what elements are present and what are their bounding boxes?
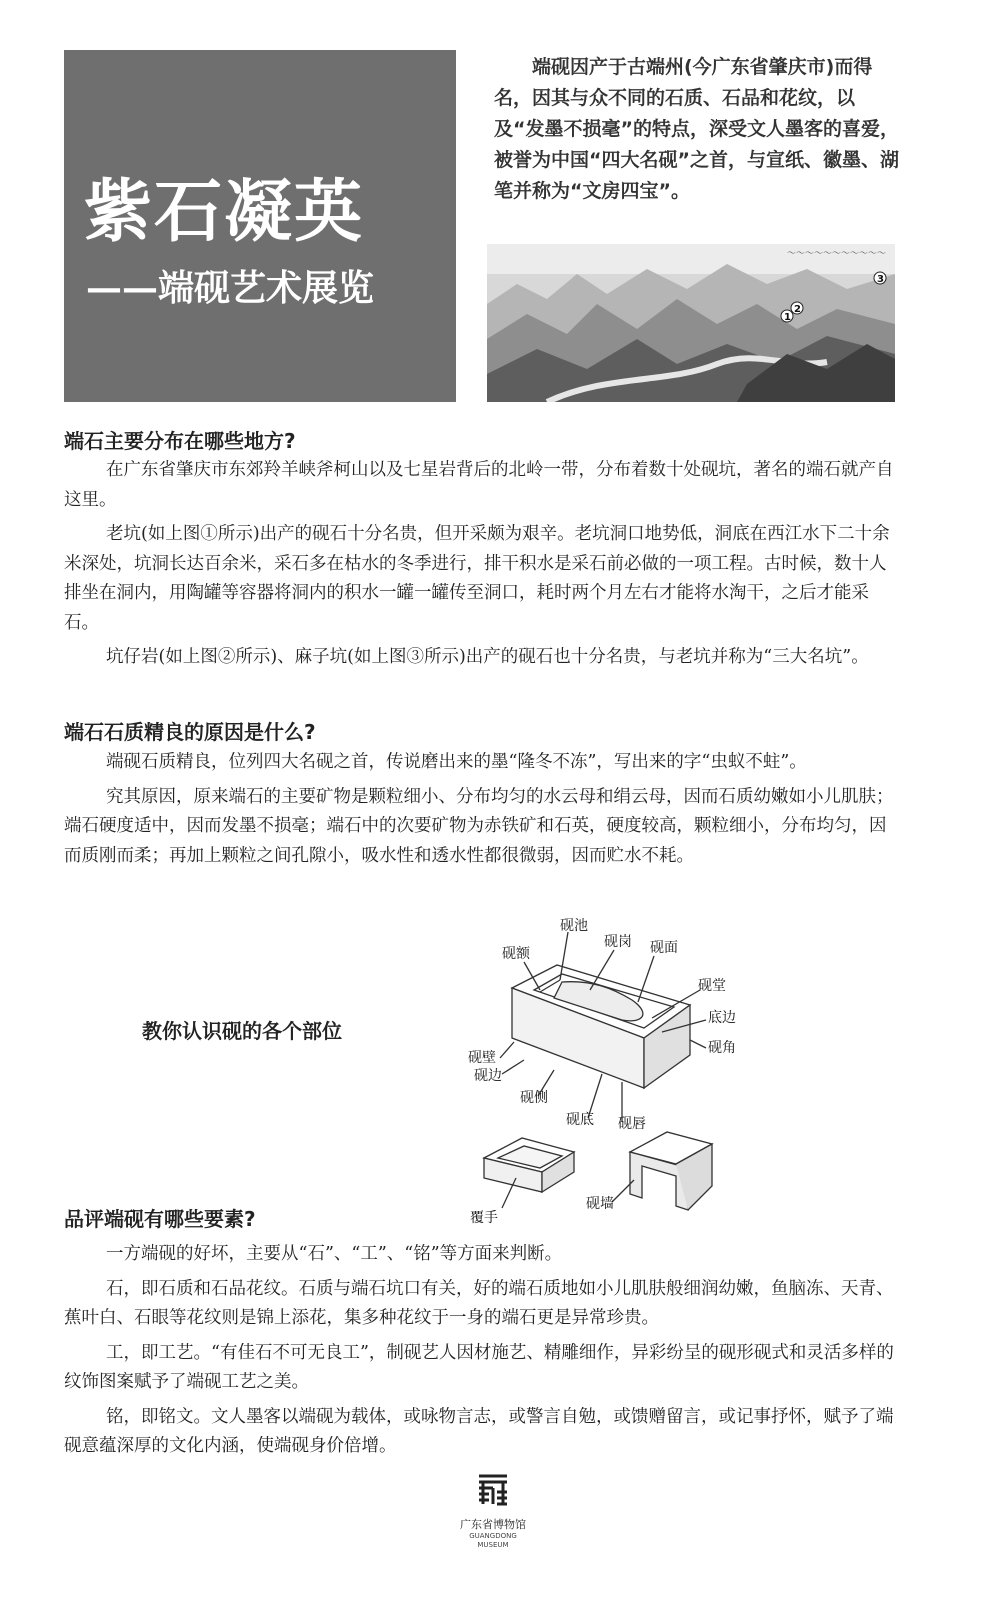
museum-emblem-icon <box>473 1470 513 1510</box>
title-banner <box>64 50 456 402</box>
section2-paragraph-1: 端砚石质精良，位列四大名砚之首，传说磨出来的墨“隆冬不冻”，写出来的字“虫蚁不蛀”。 <box>106 752 807 772</box>
label-yane: 砚额 <box>502 946 530 962</box>
exhibition-title: 紫石凝英 <box>84 172 365 252</box>
label-yance: 砚侧 <box>520 1090 548 1106</box>
section2-body <box>64 748 896 876</box>
intro-paragraph: 端砚因产于古端州(今广东省肇庆市)而得名，因其与众不同的石质、石品和花纹，以及“发墨不损毫”的特点，深受文人墨客的喜爱，被誉为中国“四大名砚”之首，与宣纸、徽墨、湖笔并称为“文房四宝”。 <box>494 56 899 202</box>
intro-text <box>494 52 900 207</box>
section1-paragraph-2: 老坑(如上图①所示)出产的砚石十分名贵，但开采颇为艰辛。老坑洞口地势低，洞底在西江水下二十余米深处，坑洞长达百余米，采石多在枯水的冬季进行，排干积水是采石前必做的一项工程。古时候，数十人排坐在洞内，用陶罐等容器将洞内的积水一罐一罐传至洞口，耗时两个月左右才能将水淘干，之后才能采石。 <box>64 524 890 633</box>
label-yangang: 砚岗 <box>604 934 632 950</box>
section1-body <box>64 456 896 678</box>
svg-text:2: 2 <box>794 304 801 315</box>
svg-text:1: 1 <box>784 312 791 323</box>
section3-body <box>64 1240 896 1467</box>
museum-name: 广东省博物馆 <box>460 1518 526 1531</box>
section2-paragraph-2: 究其原因，原来端石的主要矿物是颗粒细小、分布均匀的水云母和绢云母，因而石质幼嫩如小儿肌肤；端石硬度适中，因而发墨不损毫；端石中的次要矿物为赤铁矿和石英，硬度较高，颗粒细小，分布均匀，因而质刚而柔；再加上颗粒之间孔隙小，吸水性和透水性都很微弱，因而贮水不耗。 <box>64 786 894 866</box>
label-yanjiao: 砚角 <box>708 1040 736 1056</box>
inkstone-parts-diagram <box>462 910 762 1230</box>
label-yantang: 砚堂 <box>698 978 726 994</box>
label-yanchi: 砚池 <box>560 918 588 934</box>
label-yanqiang: 砚墙 <box>586 1196 614 1212</box>
museum-name-en-1: GUANGDONG <box>469 1532 517 1540</box>
section2-heading: 端石石质精良的原因是什么? <box>64 720 316 744</box>
label-yanbian: 砚边 <box>474 1068 502 1084</box>
label-yandi: 砚底 <box>566 1112 594 1128</box>
svg-text:3: 3 <box>877 274 884 285</box>
section1-paragraph-3: 坑仔岩(如上图②所示)、麻子坑(如上图③所示)出产的砚石也十分名贵，与老坑并称为“三大名坑”。 <box>106 647 869 667</box>
section3-paragraph-2: 石，即石质和石品花纹。石质与端石坑口有关，好的端石质地如小儿肌肤般细润幼嫩，鱼脑冻、天青、蕉叶白、石眼等花纹则是锦上添花，集多种花纹于一身的端石更是异常珍贵。 <box>64 1278 894 1328</box>
diagram-caption: 教你认识砚的各个部位 <box>142 1019 342 1043</box>
svg-text:〜〜〜〜〜〜〜〜〜〜〜: 〜〜〜〜〜〜〜〜〜〜〜 <box>787 249 887 259</box>
label-dibian: 底边 <box>708 1010 736 1026</box>
museum-logo <box>438 1470 548 1570</box>
label-yanchun: 砚唇 <box>618 1116 646 1132</box>
exhibition-subtitle: ——端砚艺术展览 <box>86 267 375 309</box>
section3-paragraph-1: 一方端砚的好坏，主要从“石”、“工”、“铭”等方面来判断。 <box>106 1244 563 1264</box>
label-yanmian: 砚面 <box>650 940 678 956</box>
section3-paragraph-3: 工，即工艺。“有佳石不可无良工”，制砚艺人因材施艺、精雕细作，异彩纷呈的砚形砚式和灵活多样的纹饰图案赋予了端砚工艺之美。 <box>64 1342 894 1392</box>
label-fushou: 覆手 <box>470 1210 498 1226</box>
quarry-landscape-map <box>487 244 895 402</box>
museum-name-en-2: MUSEUM <box>477 1541 509 1549</box>
section1-heading: 端石主要分布在哪些地方? <box>64 429 296 453</box>
section3-paragraph-4: 铭，即铭文。文人墨客以端砚为载体，或咏物言志，或警言自勉，或馈赠留言，或记事抒怀，赋予了端砚意蕴深厚的文化内涵，使端砚身价倍增。 <box>64 1406 894 1456</box>
section1-paragraph-1: 在广东省肇庆市东郊羚羊峡斧柯山以及七星岩背后的北岭一带，分布着数十处砚坑，著名的端石就产自这里。 <box>64 460 894 510</box>
section3-heading: 品评端砚有哪些要素? <box>64 1207 256 1231</box>
label-yanbi: 砚壁 <box>468 1050 496 1066</box>
